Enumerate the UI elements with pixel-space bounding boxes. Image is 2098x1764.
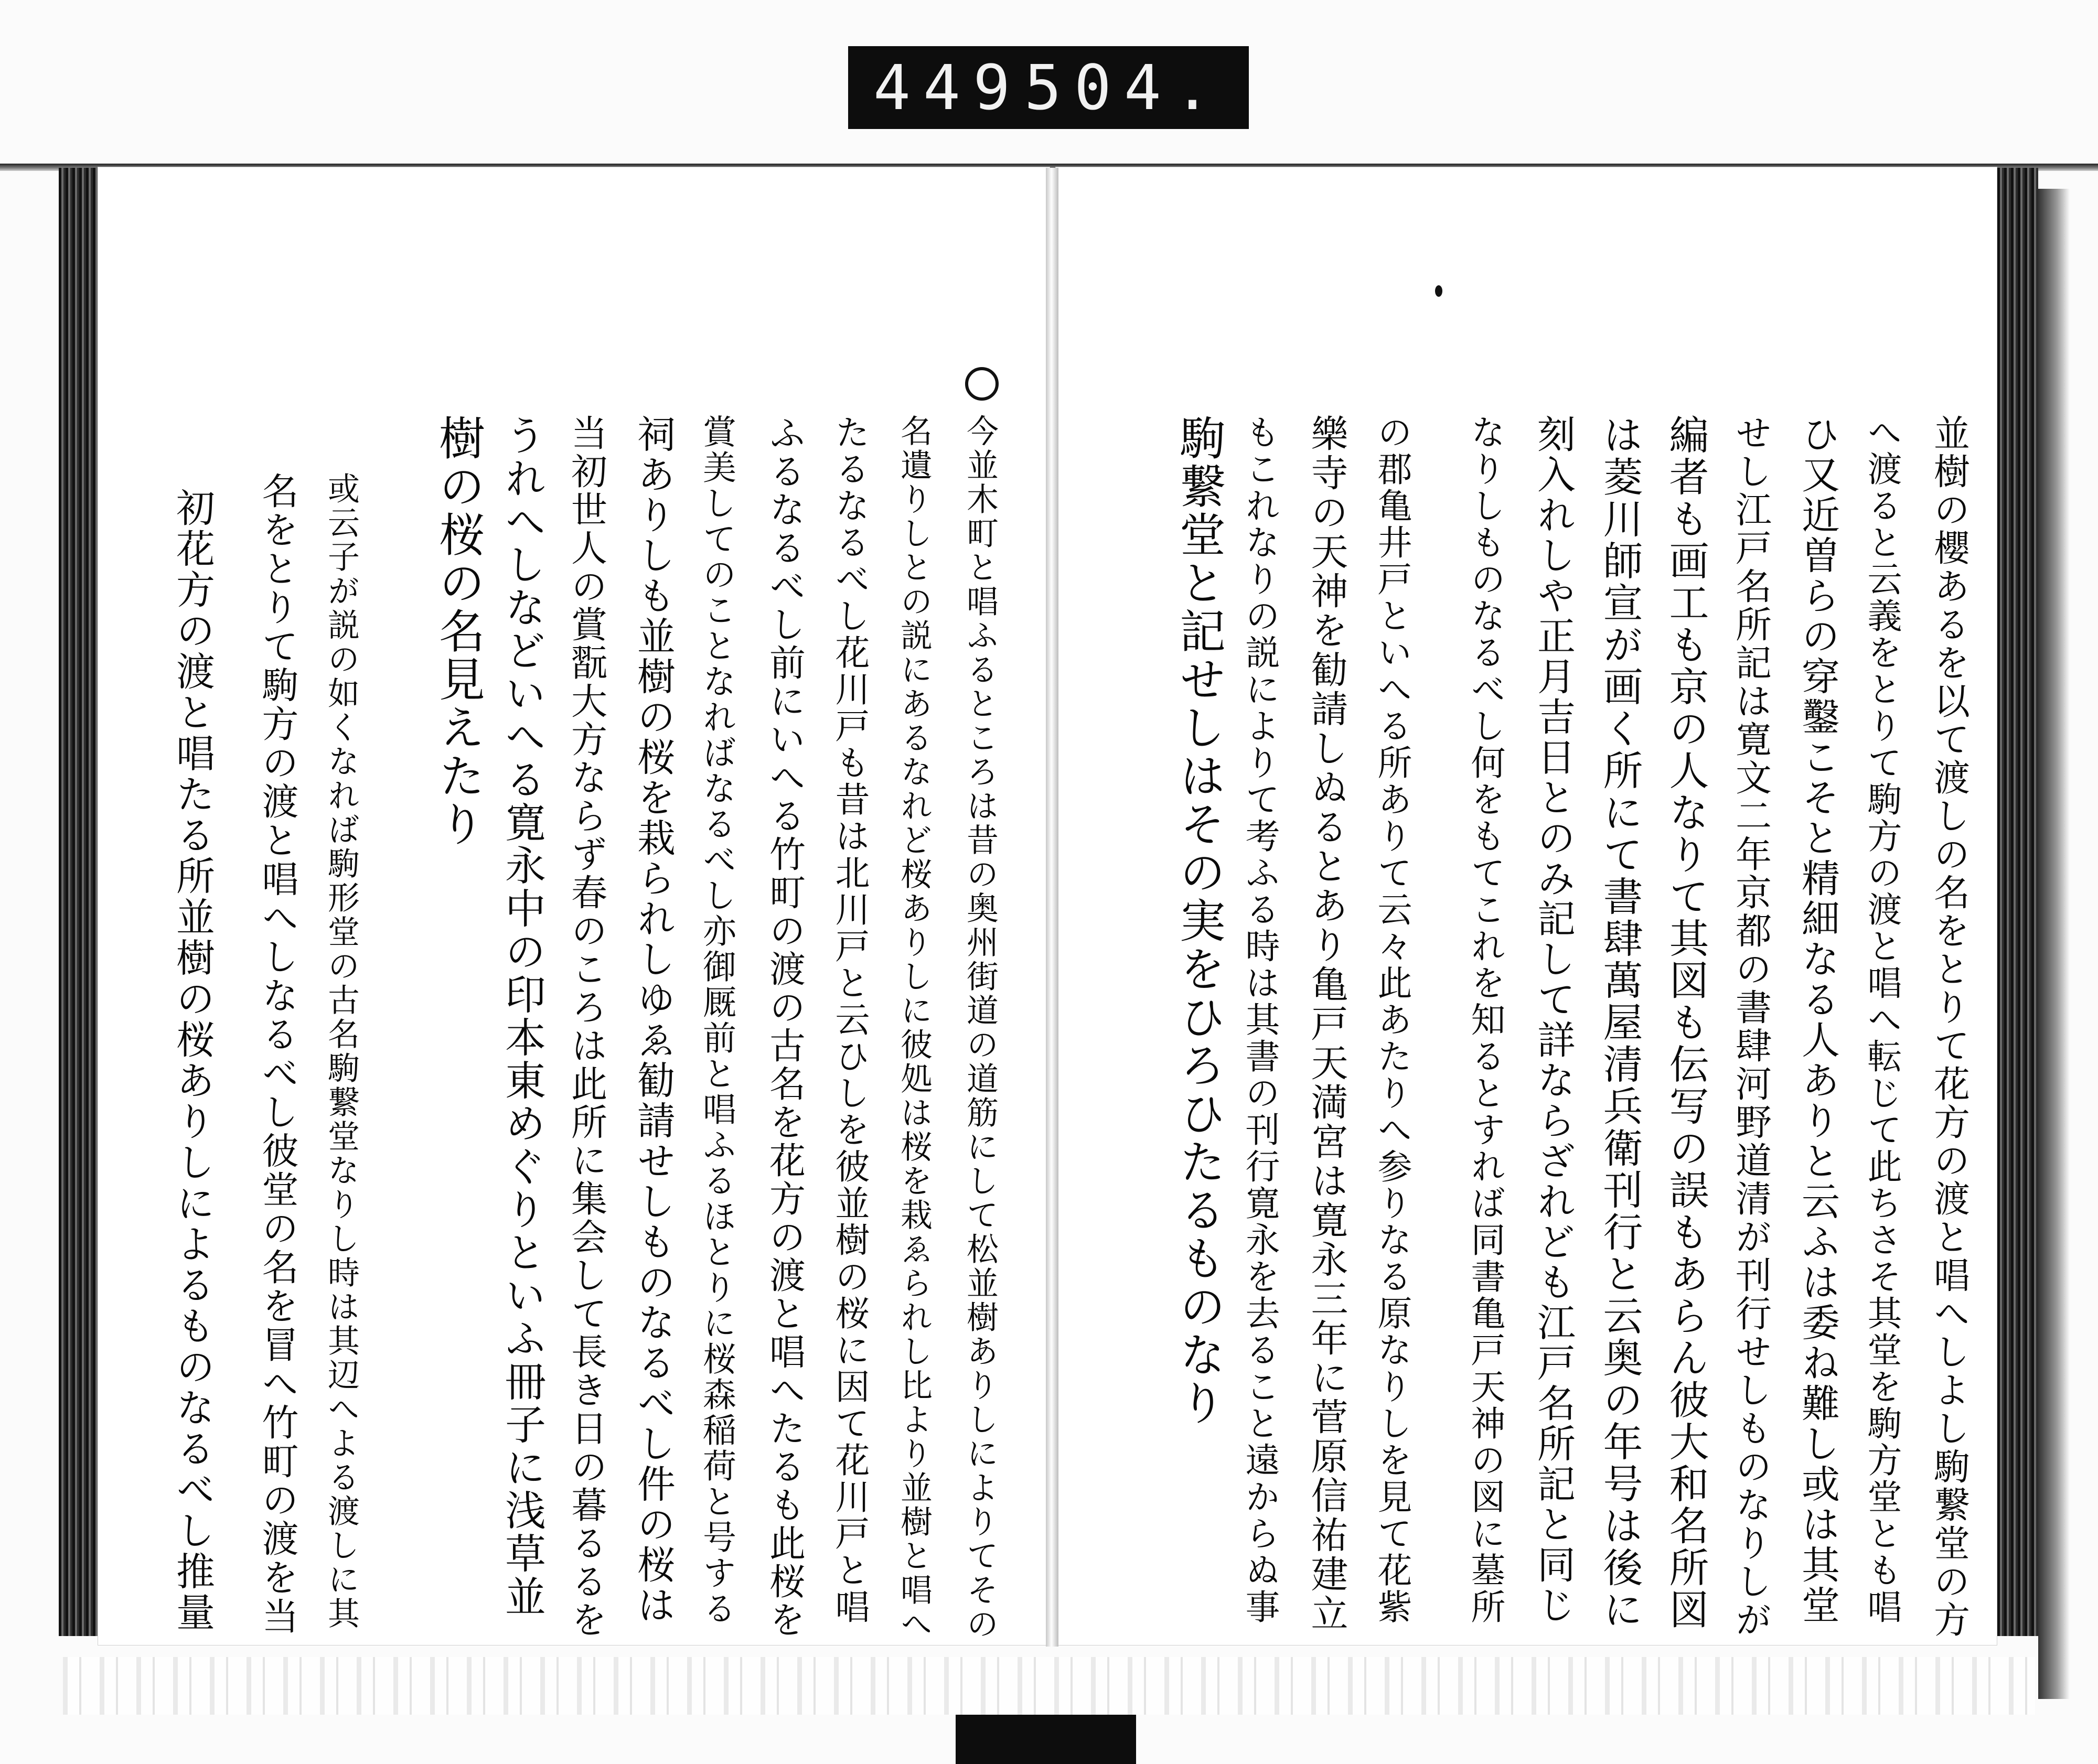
- text-column: ふるなるべし前にいへる竹町の渡の古名を花方の渡と唱へたるも此桜を: [763, 414, 805, 1639]
- text-column: 名をとりて駒方の渡と唱へしなるべし彼堂の名を冒へ竹町の渡を当: [256, 472, 299, 1636]
- text-column: なりしものなるべし何をもてこれを知るとすれば同書亀戸天神の図に墓所: [1465, 414, 1505, 1626]
- page-number-label: [848, 46, 1249, 129]
- text-column: たるなるべし花川戸も昔は北川戸と云ひしを彼並樹の桜に因て花川戸と唱: [829, 414, 870, 1626]
- text-column: 刻入れしや正月吉日とのみ記して詳ならざれども江戸名所記と同じ: [1530, 414, 1575, 1626]
- text-column: の郡亀井戸といへる所ありて云々此あたりへ参りなる原なりしを見て花紫: [1372, 414, 1412, 1626]
- book-edge-right: [1997, 168, 2038, 1636]
- bottom-tab: [956, 1715, 1136, 1764]
- text-column: 並樹の櫻あるを以て渡しの名をとりて花方の渡と唱へしよし駒繋堂の方: [1928, 414, 1969, 1639]
- text-column: 樹の桜の名見えたり: [432, 414, 486, 848]
- bottom-page-edges: [63, 1657, 2035, 1715]
- book-gutter: [1046, 168, 1058, 1647]
- text-column: うれへしなどいへる寛永中の印本東めぐりといふ冊子に浅草並: [498, 414, 545, 1618]
- text-column: 編者も画工も京の人なりて其図も伝写の誤もあらん彼大和名所図: [1663, 414, 1709, 1631]
- text-column: 賞美してのことなればなるべし亦御厩前と唱ふるほとりに桜森稲荷と号する: [697, 414, 736, 1627]
- book-edge-left: [59, 168, 99, 1636]
- text-column: ひ又近曽らの穿鑿こそと精細なる人ありと云ふは委ね難し或は其堂: [1795, 414, 1839, 1626]
- text-column: 当初世人の賞翫大方ならず春のころは此所に集会して長き日の暮るるを: [565, 414, 607, 1639]
- text-column: 駒繋堂と記せしはその実をひろひたるものなり: [1172, 414, 1226, 1427]
- text-column: 初花方の渡と唱たる所並樹の桜ありしによるものなるべし推量: [170, 488, 215, 1633]
- page-number-left: 449: [873, 51, 1023, 124]
- section-start-mark: [965, 367, 999, 401]
- text-column: もこれなりの説によりて考ふる時は其書の刊行寛永を去ること遠からぬ事: [1239, 414, 1280, 1626]
- text-column: 樂寺の天神を勧請しぬるとあり亀戸天満宮は寛永三年に菅原信祐建立: [1305, 414, 1348, 1633]
- book-edge-right-tail: [2038, 189, 2070, 1699]
- page-number-right: 504.: [1024, 51, 1224, 124]
- text-column: 祠ありしも並樹の桜を栽られしゆゑ勧請せしものなるべし件の桜は: [630, 414, 675, 1626]
- text-column: 或云子が説の如くなれば駒形堂の古名駒繋堂なりし時は其辺へよる渡しに其: [323, 472, 360, 1631]
- text-column: 今並木町と唱ふるところは昔の奥州街道の道筋にして松並樹ありしによりてその: [961, 414, 999, 1641]
- text-column: は菱川師宣が画く所にて書肆萬屋清兵衛刊行と云奥の年号は後に: [1597, 414, 1643, 1631]
- text-column: せし江戸名所記は寛文二年京都の書肆河野道清が刊行せしものなりしが: [1729, 414, 1771, 1639]
- text-column: へ渡ると云義をとりて駒方の渡と唱へ転じて此ちさそ其堂を駒方堂とも唱: [1861, 414, 1902, 1626]
- ink-spot: [1435, 285, 1442, 297]
- text-column: 名遺りしとの説にあるなれど桜ありしに彼処は桜を栽ゑられし比より並樹と唱へ: [895, 414, 933, 1641]
